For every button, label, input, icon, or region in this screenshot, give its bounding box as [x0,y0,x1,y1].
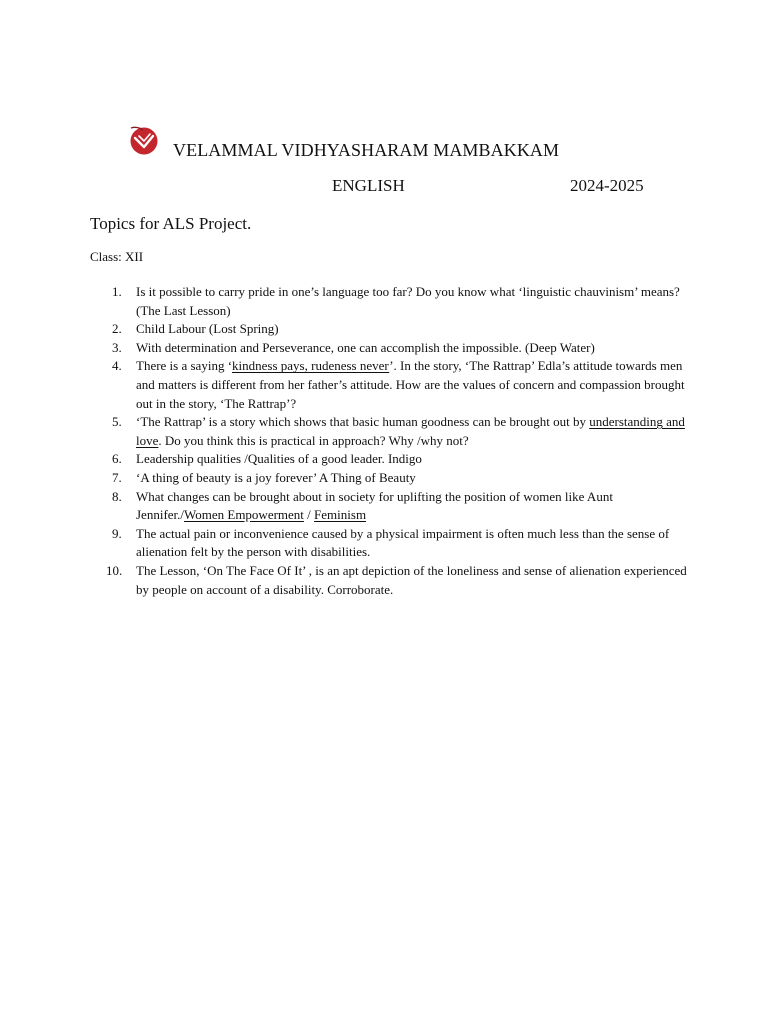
velammal-logo-icon [129,124,159,156]
list-item [90,469,690,488]
academic-year: 2024-2025 [570,176,644,195]
list-item [90,562,690,599]
list-item-text: The actual pain or inconvenience caused by a physical impairment is often much less than the sense of alienation felt by the person with disabilities. [136,525,670,560]
list-item [90,413,690,450]
list-item [90,357,690,413]
underlined-phrase: understanding and love [136,414,685,448]
school-name: VELAMMAL VIDHYASHARAM MAMBAKKAM [173,140,560,160]
list-item-number: 7. [112,469,122,485]
list-item-text: ‘A thing of beauty is a joy forever’ A Thing of Beauty [136,469,416,485]
list-item [90,283,690,320]
underlined-phrase: kindness pays, rudeness never [232,358,390,374]
list-item-number: 3. [112,339,122,355]
list-item-number: 10. [106,562,123,578]
underlined-phrase: Women Empowerment [184,507,304,523]
list-item-text: ‘The Rattrap’ is a story which shows that basic human goodness can be brought out by [136,414,590,430]
list-item-text: / [303,507,315,523]
list-item-text: Child Labour (Lost Spring) [136,321,279,337]
list-item [90,450,690,469]
list-item-number: 5. [112,414,122,430]
list-item-text: What changes can be brought about in society for uplifting the position of women like Aunt Jennifer./ [136,488,613,523]
list-item-text: Leadership qualities /Qualities of a good leader. Indigo [136,451,422,467]
list-item-number: 1. [112,284,122,299]
list-item [90,320,690,339]
list-item [90,339,690,358]
list-item-text: . Do you think this is practical in approach? Why /why not? [158,432,469,448]
list-item [90,525,690,562]
topic-list [90,283,690,599]
list-item-text: With determination and Perseverance, one can accomplish the impossible. (Deep Water) [136,339,595,355]
list-item-text: ’. In the story, ‘The Rattrap’ Edla’s attitude towards men and matters is different from her father’s attitude. How are the values of concern and compassion brought out in the story, ‘The Rattrap’? [136,358,685,411]
class-label: Class: XII [90,249,144,264]
page-title: Topics for ALS Project. [90,214,252,233]
list-item-number: 2. [112,321,122,337]
subject-title: ENGLISH [332,176,405,195]
underlined-phrase: Feminism [314,507,367,523]
list-item-number: 9. [112,525,122,541]
list-item-text: The Lesson, ‘On The Face Of It’ , is an apt depiction of the loneliness and sense of alienation experienced by people on account of a disability. Corroborate. [136,562,687,597]
list-item-number: 6. [112,451,122,467]
list-item [90,488,690,525]
list-item-text: Is it possible to carry pride in one’s language too far? Do you know what ‘linguistic chauvinism’ means? (The Last Lesson) [136,284,680,318]
list-item-number: 4. [112,358,122,374]
list-item-number: 8. [112,488,122,504]
list-item-text: There is a saying ‘ [136,358,233,374]
